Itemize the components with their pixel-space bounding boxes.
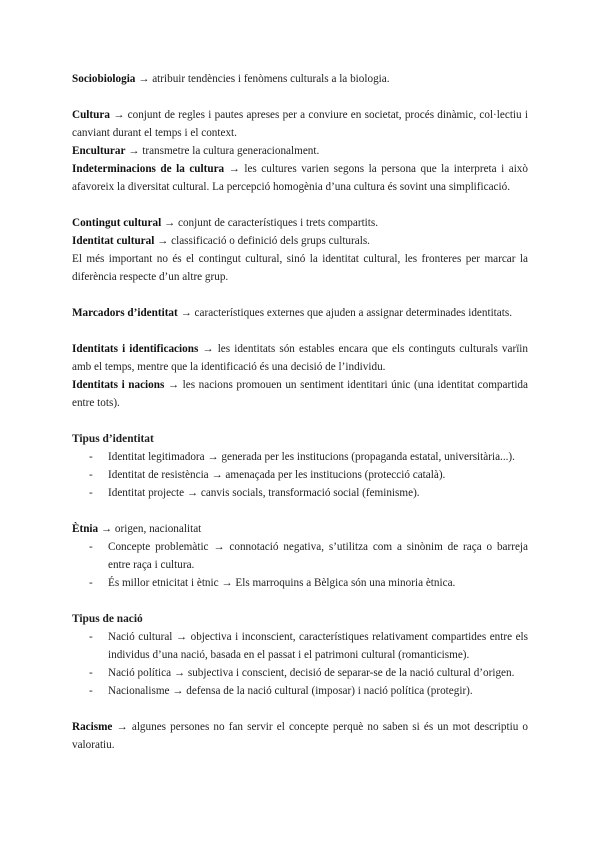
etnia-list xyxy=(72,538,528,592)
marcadors-definition: Marcadors d’identitat → característiques externes que ajuden a assignar determinades identitats. xyxy=(72,307,513,319)
tipus-nacio-heading: Tipus de nació xyxy=(72,613,143,625)
identitat-cultural-definition: Identitat cultural → classificació o definició dels grups culturals. xyxy=(72,235,370,247)
tipus-identitat-heading: Tipus d’identitat xyxy=(72,433,154,445)
list-item: - Identitat projecte → canvis socials, transformació social (feminisme). xyxy=(89,487,420,499)
identitats-nacions-definition: Identitats i nacions → les nacions promouen un sentiment identitari únic (una identitat compartida entre tots). xyxy=(72,379,528,409)
term: Sociobiologia xyxy=(72,73,136,85)
list-item: - Nacionalisme → defensa de la nació cultural (imposar) i nació política (protegir). xyxy=(89,685,473,697)
enculturar-definition: Enculturar → transmetre la cultura generacionalment. xyxy=(72,145,320,157)
list-item: - Concepte problemàtic → connotació negativa, s’utilitza com a sinònim de raça o barreja entre raça i cultura. xyxy=(89,541,528,571)
list-item: - Nació política → subjectiva i conscient, decisió de separar-se de la nació cultural d’origen. xyxy=(89,667,515,679)
contingut-cultural-definition: Contingut cultural → conjunt de característiques i trets compartits. xyxy=(72,217,379,229)
identitats-identificacions-definition: Identitats i identificacions → les identitats són estables encara que els continguts culturals varïin amb el temps, mentre que la identificació és una decisió de l’individu. xyxy=(72,343,529,373)
tipus-nacio-list xyxy=(72,628,528,700)
cultura-definition: Cultura → conjunt de regles i pautes apreses per a conviure en societat, procés dinàmic, col·lectiu i canviant durant el temps i el context. xyxy=(72,109,529,139)
tipus-identitat-list xyxy=(72,448,528,502)
etnia-definition: Ètnia → origen, nacionalitat xyxy=(72,523,202,535)
list-item: - Identitat legitimadora → generada per les institucions (propaganda estatal, universitària...). xyxy=(89,451,515,463)
indeterminacions-definition: Indeterminacions de la cultura → les cultures varien segons la persona que la interpreta i això afavoreix la diversitat cultural. La percepció homogènia d’una cultura és sovint una simplificació. xyxy=(72,163,528,193)
list-item: - És millor etnicitat i ètnic → Els marroquins a Bèlgica són una minoria ètnica. xyxy=(89,577,456,589)
list-item: - Identitat de resistència → amenaçada per les institucions (protecció català). xyxy=(89,469,446,481)
identitat-note: El més important no és el contingut cultural, sinó la identitat cultural, les fronteres per marcar la diferència respecte d’un altre grup. xyxy=(72,253,528,283)
racisme-definition: Racisme → algunes persones no fan servir el concepte perquè no saben si és un mot descriptiu o valoratiu. xyxy=(72,721,529,751)
sociobiologia-definition: Sociobiologia → atribuir tendències i fenòmens culturals a la biologia. xyxy=(72,73,390,85)
list-item: - Nació cultural → objectiva i inconscient, característiques relativament compartides entre els individus d’una nació, basada en el passat i el patrimoni cultural (romanticisme). xyxy=(89,631,528,661)
